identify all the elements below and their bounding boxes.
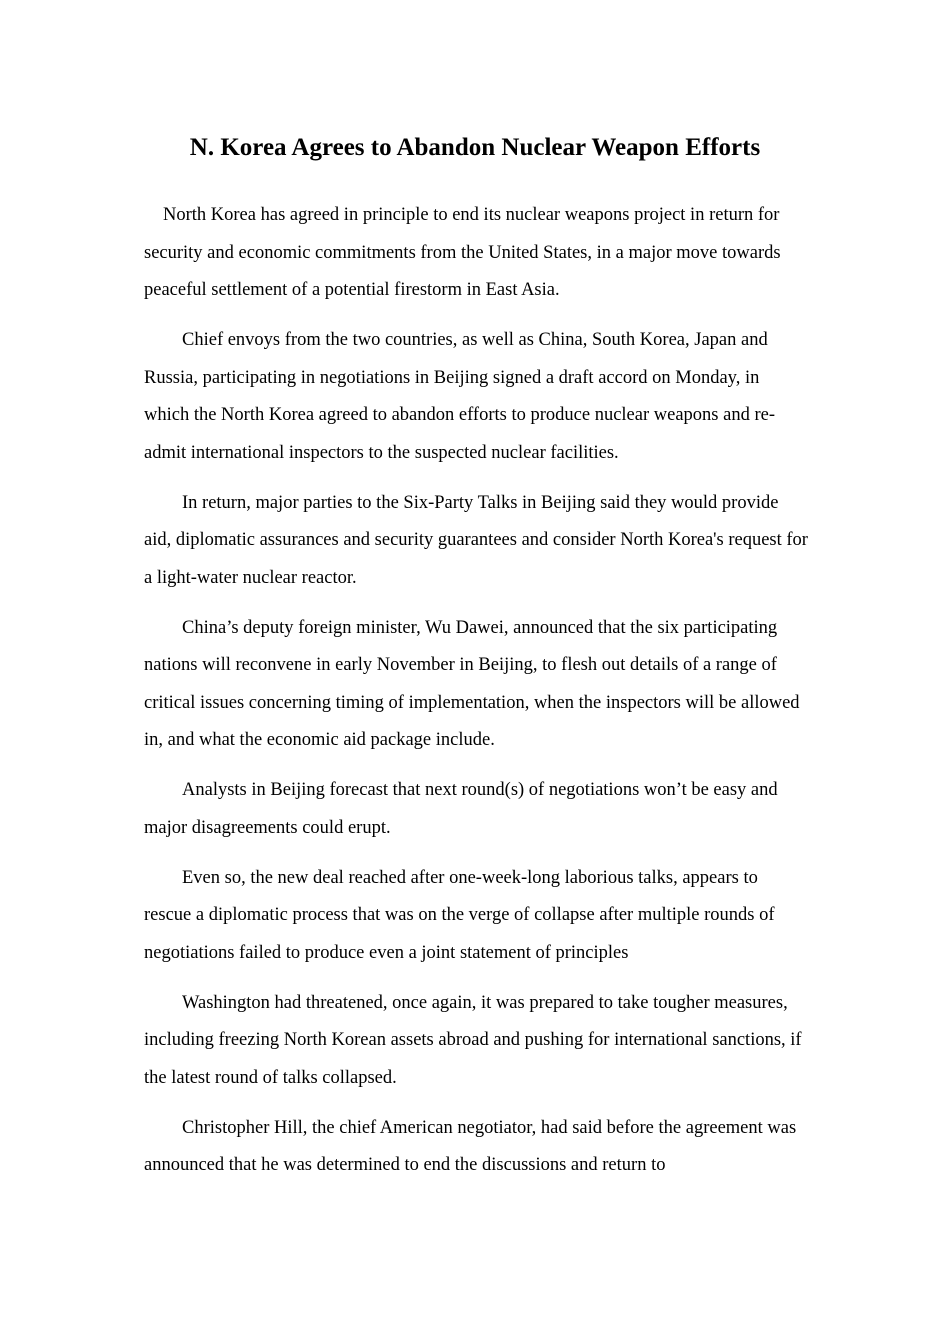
- paragraph-4: China’s deputy foreign minister, Wu Dawei, announced that the six participating nations will reconvene in early November in Beijing, to flesh out details of a range of critical issues concerning timing of implementation, when the inspectors will be allowed in, and what the economic aid package include.: [144, 617, 800, 750]
- paragraph-3: In return, major parties to the Six-Party Talks in Beijing said they would provide aid, diplomatic assurances and security guarantees and consider North Korea's request for a light-water nuclear reactor.: [144, 492, 808, 588]
- paragraph-6: Even so, the new deal reached after one-week-long laborious talks, appears to rescue a diplomatic process that was on the verge of collapse after multiple rounds of negotiations failed to produce even a joint statement of principles: [144, 867, 775, 963]
- paragraph-7: Washington had threatened, once again, it was prepared to take tougher measures, including freezing North Korean assets abroad and pushing for international sanctions, if the latest round of talks collapsed.: [144, 992, 802, 1088]
- paragraph-2: Chief envoys from the two countries, as well as China, South Korea, Japan and Russia, participating in negotiations in Beijing signed a draft accord on Monday, in which the North Korea agreed to abandon efforts to produce nuclear weapons and re-admit international inspectors to the suspected nuclear facilities.: [144, 330, 775, 463]
- paragraph-5: Analysts in Beijing forecast that next round(s) of negotiations won’t be easy and major disagreements could erupt.: [144, 780, 778, 838]
- article-body: [144, 197, 808, 1197]
- document-title: N. Korea Agrees to Abandon Nuclear Weapon Efforts: [189, 134, 761, 161]
- paragraph-8: Christopher Hill, the chief American negotiator, had said before the agreement was announced that he was determined to end the discussions and return to: [144, 1117, 797, 1175]
- paragraph-1: North Korea has agreed in principle to end its nuclear weapons project in return for security and economic commitments from the United States, in a major move towards peaceful settlement of a potential firestorm in East Asia.: [144, 205, 781, 300]
